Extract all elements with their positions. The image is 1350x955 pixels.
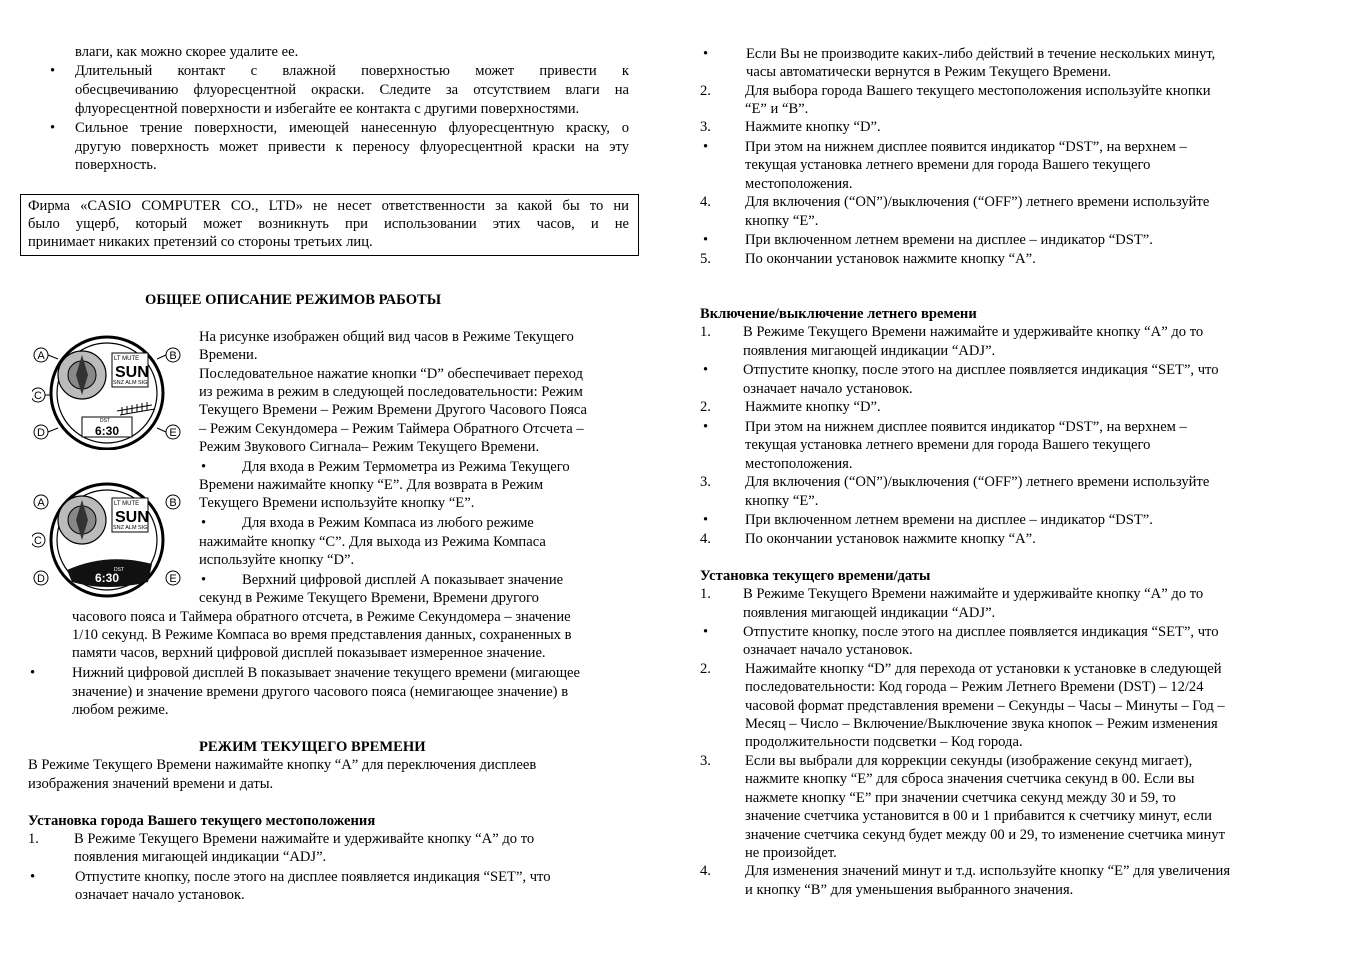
text-line: Для входа в Режим Термометра из Режима Текущего (242, 459, 570, 475)
list-item: появления мигающей индикации “ADJ”. (74, 849, 327, 865)
list-item: последовательности: Код города – Режим Летнего Времени (DST) – 12/24 (745, 679, 1204, 695)
bullet-marker: • (201, 515, 207, 531)
disclaimer-line: было ущерб, который может возникнуть при использовании этих часов, и не (28, 216, 629, 232)
list-number: 2. (700, 399, 711, 415)
bullet-marker: • (201, 459, 207, 475)
list-item: При этом на нижнем дисплее появится индикатор “DST”, на верхнем – (745, 419, 1187, 435)
list-item: В Режиме Текущего Времени нажимайте и удерживайте кнопку “А” до то (743, 324, 1204, 340)
text-line: часового пояса и Таймера обратного отсчета, в Режиме Секундомера – значение (72, 609, 571, 625)
section-title: ОБЩЕЕ ОПИСАНИЕ РЕЖИМОВ РАБОТЫ (145, 292, 442, 308)
list-number: 1. (700, 586, 711, 602)
list-item: При этом на нижнем дисплее появится индикатор “DST”, на верхнем – (745, 139, 1187, 155)
button-label-d: D (37, 427, 45, 439)
bullet-marker: • (703, 46, 709, 62)
watch-lt-mute: LT MUTE (114, 356, 140, 362)
list-item: кнопку “E”. (745, 213, 819, 229)
watch-time: 6:30 (94, 424, 120, 438)
button-label-e: E (169, 573, 177, 585)
list-item: кнопку “E”. (745, 493, 819, 509)
list-item: текущая установка летнего времени для города Вашего текущего (745, 437, 1151, 453)
list-item: При включенном летнем времени на дисплее – индикатор “DST”. (745, 512, 1153, 528)
watch-dst: DST (100, 418, 110, 424)
bullet-marker: • (703, 232, 709, 248)
list-item: часы автоматически вернутся в Режим Текущего Времени. (746, 64, 1112, 80)
text-line: памяти часов, верхний цифровой дисплей показывает измеренное значение. (72, 645, 546, 661)
subsection-title: Включение/выключение летнего времени (700, 306, 977, 322)
list-item: значение счетчика установится в 00 и 1 прибавится к счетчику минут, если (745, 808, 1212, 824)
list-item: нажмите кнопку “E” для сброса значения счетчика секунд в 00. Если вы (745, 771, 1195, 787)
list-item: Для включения (“ON”)/выключения (“OFF”) летнего времени используйте (745, 194, 1210, 210)
watch-modes: SNZ ALM SIG (113, 525, 148, 531)
text-line: Сильное трение поверхности, имеющей нанесенную флуоресцентную краску, о (75, 120, 629, 136)
watch-dst: DST (114, 567, 124, 573)
text-line: секунд в Режиме Текущего Времени, Времени другого (199, 590, 539, 606)
text-line: нажимайте кнопку “C”. Для выхода из Режима Компаса (199, 534, 546, 550)
list-item: Для включения (“ON”)/выключения (“OFF”) летнего времени используйте (745, 474, 1210, 490)
text-line: влаги, как можно скорее удалите ее. (75, 44, 299, 60)
text-line: 1/10 секунд. В Режиме Компаса во время представления данных, сохраненных в (72, 627, 572, 643)
list-item: В Режиме Текущего Времени нажимайте и удерживайте кнопку “А” до то (743, 586, 1204, 602)
section-title: РЕЖИМ ТЕКУЩЕГО ВРЕМЕНИ (199, 739, 426, 755)
list-item: не произойдет. (745, 845, 837, 861)
bullet-marker: • (50, 63, 56, 79)
list-number: 4. (700, 863, 711, 879)
text-line: изображения значений времени и даты. (28, 776, 274, 792)
text-line: Верхний цифровой дисплей А показывает значение (242, 572, 564, 588)
text-line: Длительный контакт с влажной поверхностью может привести к (75, 63, 629, 79)
list-item: Если вы выбрали для коррекции секунды (изображение секунд мигает), (745, 753, 1193, 769)
list-item: По окончании установок нажмите кнопку “А”. (745, 251, 1036, 267)
list-item: означает начало установок. (75, 887, 245, 903)
list-item: Отпустите кнопку, после этого на дисплее появляется индикация “SET”, что (743, 624, 1219, 640)
bullet-marker: • (703, 362, 709, 378)
text-line: из режима в режим в следующей последовательности: Режим (199, 384, 583, 400)
bullet-marker: • (703, 419, 709, 435)
list-number: 3. (700, 753, 711, 769)
button-label-b: B (169, 497, 177, 509)
list-item: По окончании установок нажмите кнопку “А”. (745, 531, 1036, 547)
text-line: используйте кнопку “D”. (199, 552, 355, 568)
list-item: нажмете кнопку “E” при значении счетчика секунд между 30 и 59, то (745, 790, 1176, 806)
watch-lt-mute: LT MUTE (114, 501, 140, 507)
button-label-c: C (34, 535, 42, 547)
button-label-a: A (37, 350, 45, 362)
list-number: 3. (700, 119, 711, 135)
watch-day: SUN (115, 364, 149, 381)
text-line: Времени. (199, 347, 258, 363)
subsection-title: Установка города Вашего текущего местоположения (28, 813, 376, 829)
list-item: Для изменения значений минут и т.д. используйте кнопку “E” для увеличения (745, 863, 1231, 879)
list-item: продолжительности подсветки – Код города. (745, 734, 1023, 750)
list-item: Для выбора города Вашего текущего местоположения используйте кнопки (745, 83, 1211, 99)
watch-modes: SNZ ALM SIG (113, 380, 148, 386)
text-line: В Режиме Текущего Времени нажимайте кнопку “А” для переключения дисплеев (28, 757, 537, 773)
watch-illustration-bottom (32, 482, 187, 602)
bullet-marker: • (201, 572, 207, 588)
list-number: 3. (700, 474, 711, 490)
list-item: появления мигающей индикации “ADJ”. (743, 343, 996, 359)
list-item: Месяц – Число – Включение/Выключение звука кнопок – Режим изменения (745, 716, 1218, 732)
list-item: значение счетчика секунд будет между 00 и 29, то изменение счетчика минут (745, 827, 1225, 843)
bullet-marker: • (30, 665, 36, 681)
disclaimer-line: принимает никаких претензий со стороны третьих лиц. (28, 234, 373, 250)
button-label-a: A (37, 497, 45, 509)
text-line: Для входа в Режим Компаса из любого режиме (242, 515, 534, 531)
list-item: текущая установка летнего времени для города Вашего текущего (745, 157, 1151, 173)
disclaimer-line: Фирма «CASIO COMPUTER CO., LTD» не несет ответственности за какой бы то ни (28, 198, 629, 214)
list-item: В Режиме Текущего Времени нажимайте и удерживайте кнопку “А” до то (74, 831, 535, 847)
list-number: 4. (700, 194, 711, 210)
list-item: Нажмите кнопку “D”. (745, 399, 881, 415)
list-number: 1. (28, 831, 39, 847)
list-item: означает начало установок. (743, 381, 913, 397)
list-item: Нажмите кнопку “D”. (745, 119, 881, 135)
list-number: 5. (700, 251, 711, 267)
text-line: На рисунке изображен общий вид часов в Режиме Текущего (199, 329, 574, 345)
list-item: и кнопку “B” для уменьшения выбранного значения. (745, 882, 1074, 898)
text-line: значение) и значение времени другого часового пояса (немигающее значение) в (72, 684, 569, 700)
button-label-d: D (37, 573, 45, 585)
list-item: Отпустите кнопку, после этого на дисплее появляется индикация “SET”, что (743, 362, 1219, 378)
list-number: 2. (700, 83, 711, 99)
list-item: Нажимайте кнопку “D” для перехода от установки к установке в следующей (745, 661, 1222, 677)
list-item: При включенном летнем времени на дисплее – индикатор “DST”. (745, 232, 1153, 248)
list-item: местоположения. (745, 176, 853, 192)
list-item: появления мигающей индикации “ADJ”. (743, 605, 996, 621)
watch-day: SUN (115, 509, 149, 526)
watch-illustration-top (32, 325, 187, 450)
list-number: 1. (700, 324, 711, 340)
bullet-marker: • (703, 624, 709, 640)
text-line: – Режим Секундомера – Режим Таймера Обратного Отсчета – (199, 421, 584, 437)
list-item: означает начало установок. (743, 642, 913, 658)
bullet-marker: • (703, 512, 709, 528)
bullet-marker: • (30, 869, 36, 885)
list-item: Если Вы не производите каких-либо действий в течение нескольких минут, (746, 46, 1216, 62)
text-line: Времени нажимайте кнопку “E”. Для возврата в Режим (199, 477, 544, 493)
text-line: Последовательное нажатие кнопки “D” обеспечивает переход (199, 366, 583, 382)
bullet-marker: • (50, 120, 56, 136)
text-line: другую поверхность может привести к переносу флуоресцентной краски на эту (75, 139, 629, 155)
button-label-e: E (169, 427, 177, 439)
watch-time: 6:30 (94, 571, 120, 585)
subsection-title: Установка текущего времени/даты (700, 568, 931, 584)
button-label-b: B (169, 350, 177, 362)
bullet-marker: • (703, 139, 709, 155)
text-line: обесцвечиванию флуоресцентной окраски. Следите за отсутствием влаги на (75, 82, 629, 98)
list-item: “E” и “B”. (745, 101, 809, 117)
list-item: местоположения. (745, 456, 853, 472)
list-item: часовой формат представления времени – Секунды – Часы – Минуты – Год – (745, 698, 1225, 714)
list-item: Отпустите кнопку, после этого на дисплее появляется индикация “SET”, что (75, 869, 551, 885)
list-number: 2. (700, 661, 711, 677)
list-number: 4. (700, 531, 711, 547)
text-line: любом режиме. (72, 702, 169, 718)
text-line: флуоресцентной поверхности и избегайте ее контакта с другими поверхностями. (75, 101, 580, 117)
text-line: Текущего Времени используйте кнопку “E”. (199, 495, 475, 511)
text-line: Нижний цифровой дисплей В показывает значение текущего времени (мигающее (72, 665, 581, 681)
text-line: поверхность. (75, 157, 157, 173)
text-line: Текущего Времени – Режим Времени Другого Часового Пояса (199, 402, 588, 418)
button-label-c: C (34, 390, 42, 402)
text-line: Режим Звукового Сигнала– Режим Текущего Времени. (199, 439, 540, 455)
